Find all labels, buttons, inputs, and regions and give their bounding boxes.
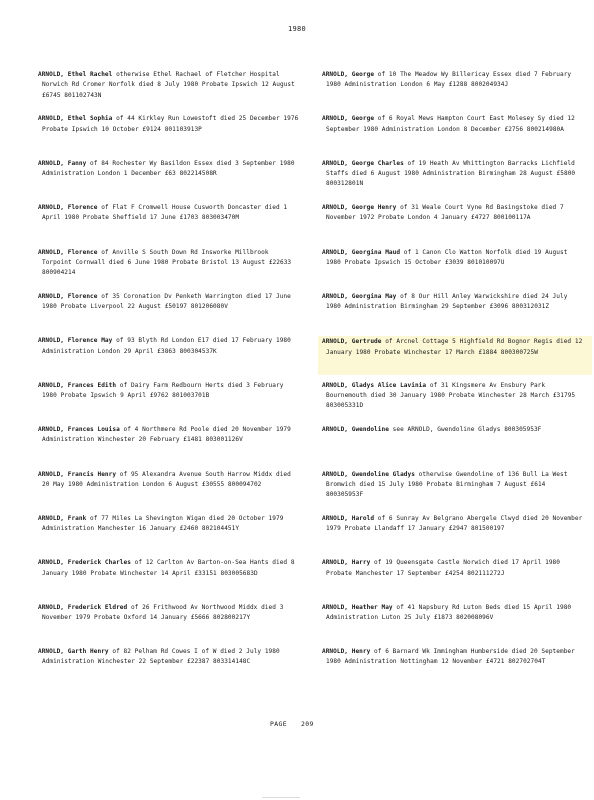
entry-surname: ARNOLD, bbox=[322, 559, 349, 567]
page-number: 209 bbox=[301, 720, 314, 728]
entry-surname: ARNOLD, bbox=[38, 115, 65, 123]
scan-edge-mark bbox=[262, 797, 300, 798]
probate-entry bbox=[38, 647, 300, 691]
entry-given-names: Gwendoline bbox=[351, 426, 389, 434]
entry-details: of 10 The Meadow Wy Billericay Essex died 7 February 1980 Administration London 6 May £1288 800204934J bbox=[326, 71, 572, 89]
entry-given-names: Georgina Maud bbox=[351, 248, 401, 256]
entry-surname: ARNOLD, bbox=[38, 337, 65, 345]
probate-entry bbox=[322, 425, 584, 469]
entry-given-names: Gertrude bbox=[351, 338, 382, 346]
entry-details: of 35 Coronation Dv Penketh Warrington died 17 June 1980 Probate Liverpool 22 August £50197 801206080V bbox=[42, 292, 291, 311]
entry-details: of 84 Rochester Wy Basildon Essex died 3 September 1980 Administration London 1 December £63 802214508R bbox=[42, 159, 295, 178]
entry-given-names: Georgina May bbox=[351, 292, 397, 300]
entry-surname: ARNOLD, bbox=[322, 426, 349, 434]
entry-surname: ARNOLD, bbox=[322, 514, 349, 522]
probate-entry bbox=[322, 381, 584, 425]
probate-entry bbox=[38, 248, 300, 292]
entry-surname: ARNOLD, bbox=[322, 338, 349, 346]
entry-surname: ARNOLD, bbox=[322, 204, 349, 212]
entry-details: of 31 Weale Court Vyne Rd Basingstoke died 7 November 1972 Probate London 4 January £4727 800100117A bbox=[326, 204, 564, 222]
entry-details: otherwise Gwendoline of 136 Bull La West Bromwich died 15 July 1980 Probate Birmingham 7 August £614 800305953F bbox=[326, 470, 568, 499]
entry-details: of Anville S South Down Rd Insworke Millbrook Torpoint Cornwall died 6 June 1980 Probate Bristol 13 August £22633 800904214 bbox=[42, 248, 292, 277]
probate-entry bbox=[322, 558, 584, 602]
entry-given-names: Florence bbox=[67, 204, 98, 212]
entry-details: of 77 Miles La Shevington Wigan died 20 October 1979 Administration Manchester 16 January £2460 802104451Y bbox=[42, 514, 284, 533]
probate-entry bbox=[322, 292, 584, 336]
entry-details: of 6 Royal Mews Hampton Court East Molesey Sy died 12 September 1980 Administration London 8 December £2756 800214980A bbox=[326, 115, 575, 133]
probate-entry bbox=[322, 514, 584, 558]
entry-given-names: Fanny bbox=[67, 159, 87, 167]
probate-entry bbox=[322, 470, 584, 514]
entry-details: of Flat F Cromwell House Cusworth Doncaster died 1 April 1980 Probate Sheffield 17 June £1703 803003470M bbox=[42, 204, 288, 222]
probate-entry bbox=[38, 159, 300, 203]
entry-given-names: Florence May bbox=[67, 337, 113, 345]
entry-given-names: Harry bbox=[351, 559, 371, 567]
entry-surname: ARNOLD, bbox=[38, 71, 65, 78]
probate-entry bbox=[322, 159, 584, 203]
entry-details: of 19 Heath Av Whittington Barracks Lichfield Staffs died 6 August 1980 Administration Birmingham 28 August £5800 800312801N bbox=[326, 159, 576, 188]
entry-details: of 41 Napsbury Rd Luton Beds died 15 April 1980 Administration Luton 25 July £1873 802008096V bbox=[326, 603, 572, 621]
entry-given-names: Ethel Sophia bbox=[67, 115, 113, 123]
entry-details: see ARNOLD, Gwendoline Gladys 800305953F bbox=[388, 426, 542, 434]
entry-surname: ARNOLD, bbox=[38, 470, 65, 478]
entry-given-names: Florence bbox=[67, 248, 98, 256]
entry-details: of 6 Sunray Av Belgrano Abergele Clwyd died 20 November 1979 Probate Llandaff 17 January £2947 801500197 bbox=[326, 514, 583, 533]
entry-given-names: Gladys Alice Lavinia bbox=[351, 381, 427, 389]
entry-details: of 12 Carlton Av Barton-on-Sea Hants died 8 January 1980 Probate Winchester 14 April £33151 803005683D bbox=[42, 559, 295, 577]
probate-entry bbox=[38, 70, 300, 114]
entry-given-names: Frank bbox=[67, 514, 87, 522]
entry-surname: ARNOLD, bbox=[322, 603, 349, 611]
entry-details: of 4 Northmere Rd Poole died 20 November 1979 Administration Winchester 20 February £1481 803001126V bbox=[42, 426, 291, 444]
probate-entry bbox=[322, 203, 584, 247]
probate-entry bbox=[38, 603, 300, 647]
probate-entry bbox=[322, 248, 584, 292]
entry-details: of 82 Pelham Rd Cowes I of W died 2 July 1980 Administration Winchester 22 September £22387 803314148C bbox=[42, 648, 280, 666]
entry-given-names: Frances Louisa bbox=[67, 426, 120, 434]
entry-given-names: George bbox=[351, 115, 375, 123]
entry-surname: ARNOLD, bbox=[322, 115, 349, 123]
entry-surname: ARNOLD, bbox=[38, 559, 65, 567]
entry-details: of 93 Blyth Rd London E17 died 17 February 1980 Administration London 29 April £3863 800304537K bbox=[42, 337, 291, 355]
entry-surname: ARNOLD, bbox=[322, 292, 349, 300]
probate-entry bbox=[38, 292, 300, 336]
left-entries-column bbox=[38, 70, 300, 691]
entry-surname: ARNOLD, bbox=[38, 426, 65, 434]
entry-given-names: Harold bbox=[351, 514, 375, 522]
entry-surname: ARNOLD, bbox=[322, 71, 349, 78]
entry-given-names: Florence bbox=[67, 292, 98, 300]
entry-details: of Dairy Farm Redbourn Herts died 3 February 1980 Probate Ipswich 9 April £9762 801003701B bbox=[42, 381, 284, 400]
entry-given-names: Garth Henry bbox=[67, 648, 109, 656]
entry-given-names: Ethel Rachel bbox=[67, 71, 113, 78]
entry-given-names: Gwendoline Gladys bbox=[351, 470, 415, 478]
entry-surname: ARNOLD, bbox=[38, 381, 65, 389]
entry-surname: ARNOLD, bbox=[322, 159, 349, 167]
probate-entry bbox=[322, 114, 584, 158]
entry-given-names: Henry bbox=[351, 648, 371, 656]
probate-entry bbox=[38, 114, 300, 158]
entry-surname: ARNOLD, bbox=[322, 470, 349, 478]
entry-details: of 6 Barnard Wk Immingham Humberside died 20 September 1980 Administration Nottingham 12 November £4721 802702704T bbox=[326, 648, 575, 666]
entry-given-names: Frances Edith bbox=[67, 381, 117, 389]
entry-surname: ARNOLD, bbox=[38, 159, 65, 167]
entry-surname: ARNOLD, bbox=[322, 381, 349, 389]
entry-details: of 95 Alexandra Avenue South Harrow Middx died 20 May 1980 Administration London 6 August £30555 800094702 bbox=[42, 470, 291, 488]
entry-given-names: George Charles bbox=[351, 159, 404, 167]
page-year-header: 1980 bbox=[287, 25, 307, 33]
probate-entry bbox=[38, 425, 300, 469]
probate-entry bbox=[322, 70, 584, 114]
entry-surname: ARNOLD, bbox=[38, 292, 65, 300]
entry-details: of 26 Frithwood Av Northwood Middx died 3 November 1979 Probate Oxford 14 January £5666 802800217Y bbox=[42, 603, 284, 621]
entry-surname: ARNOLD, bbox=[38, 603, 65, 611]
probate-entry bbox=[38, 514, 300, 558]
entry-given-names: Heather May bbox=[351, 603, 393, 611]
right-entries-column bbox=[322, 70, 584, 691]
page-footer bbox=[270, 720, 314, 728]
entry-given-names: Frederick Eldred bbox=[67, 603, 128, 611]
entry-surname: ARNOLD, bbox=[38, 514, 65, 522]
entry-surname: ARNOLD, bbox=[322, 248, 349, 256]
entry-details: of 44 Kirkley Run Lowestoft died 25 December 1976 Probate Ipswich 10 October £9124 801103913P bbox=[42, 115, 299, 133]
entry-details: of 8 Our Hill Anley Warwickshire died 24 July 1980 Administration Birmingham 29 September £3096 800312031Z bbox=[326, 292, 568, 311]
probate-entry bbox=[38, 558, 300, 602]
entry-surname: ARNOLD, bbox=[38, 648, 65, 656]
entry-details: of Arcnel Cottage 5 Highfield Rd Bognor Regis died 12 January 1980 Probate Winchester 17 March £1884 800300725W bbox=[326, 338, 583, 356]
entry-details: otherwise Ethel Rachael of Fletcher Hospital Norwich Rd Cromer Norfolk died 8 July 1980 Probate Ipswich 12 August £6745 801102743N bbox=[42, 71, 295, 99]
probate-entry bbox=[322, 603, 584, 647]
probate-entry bbox=[38, 381, 300, 425]
highlighted-probate-entry bbox=[318, 336, 592, 375]
probate-entry bbox=[38, 336, 300, 380]
entry-details: of 31 Kingsmere Av Ensbury Park Bournemouth died 30 January 1980 Probate Winchester 28 March £31795 803005331D bbox=[326, 381, 576, 410]
entry-given-names: Frederick Charles bbox=[67, 559, 131, 567]
entry-surname: ARNOLD, bbox=[322, 648, 349, 656]
entry-surname: ARNOLD, bbox=[38, 204, 65, 212]
probate-entry bbox=[38, 470, 300, 514]
entry-given-names: George bbox=[351, 71, 375, 78]
entry-given-names: George Henry bbox=[351, 204, 397, 212]
probate-entry bbox=[38, 203, 300, 247]
entry-details: of 1 Canon Clo Watton Norfolk died 19 August 1980 Probate Ipswich 15 October £3039 801010097U bbox=[326, 248, 568, 266]
page-label: PAGE bbox=[270, 720, 287, 728]
entry-surname: ARNOLD, bbox=[38, 248, 65, 256]
entry-given-names: Francis Henry bbox=[67, 470, 117, 478]
probate-entry bbox=[322, 647, 584, 691]
entry-details: of 19 Queensgate Castle Norwich died 17 April 1980 Probate Manchester 17 September £4254 802111272J bbox=[326, 559, 560, 577]
